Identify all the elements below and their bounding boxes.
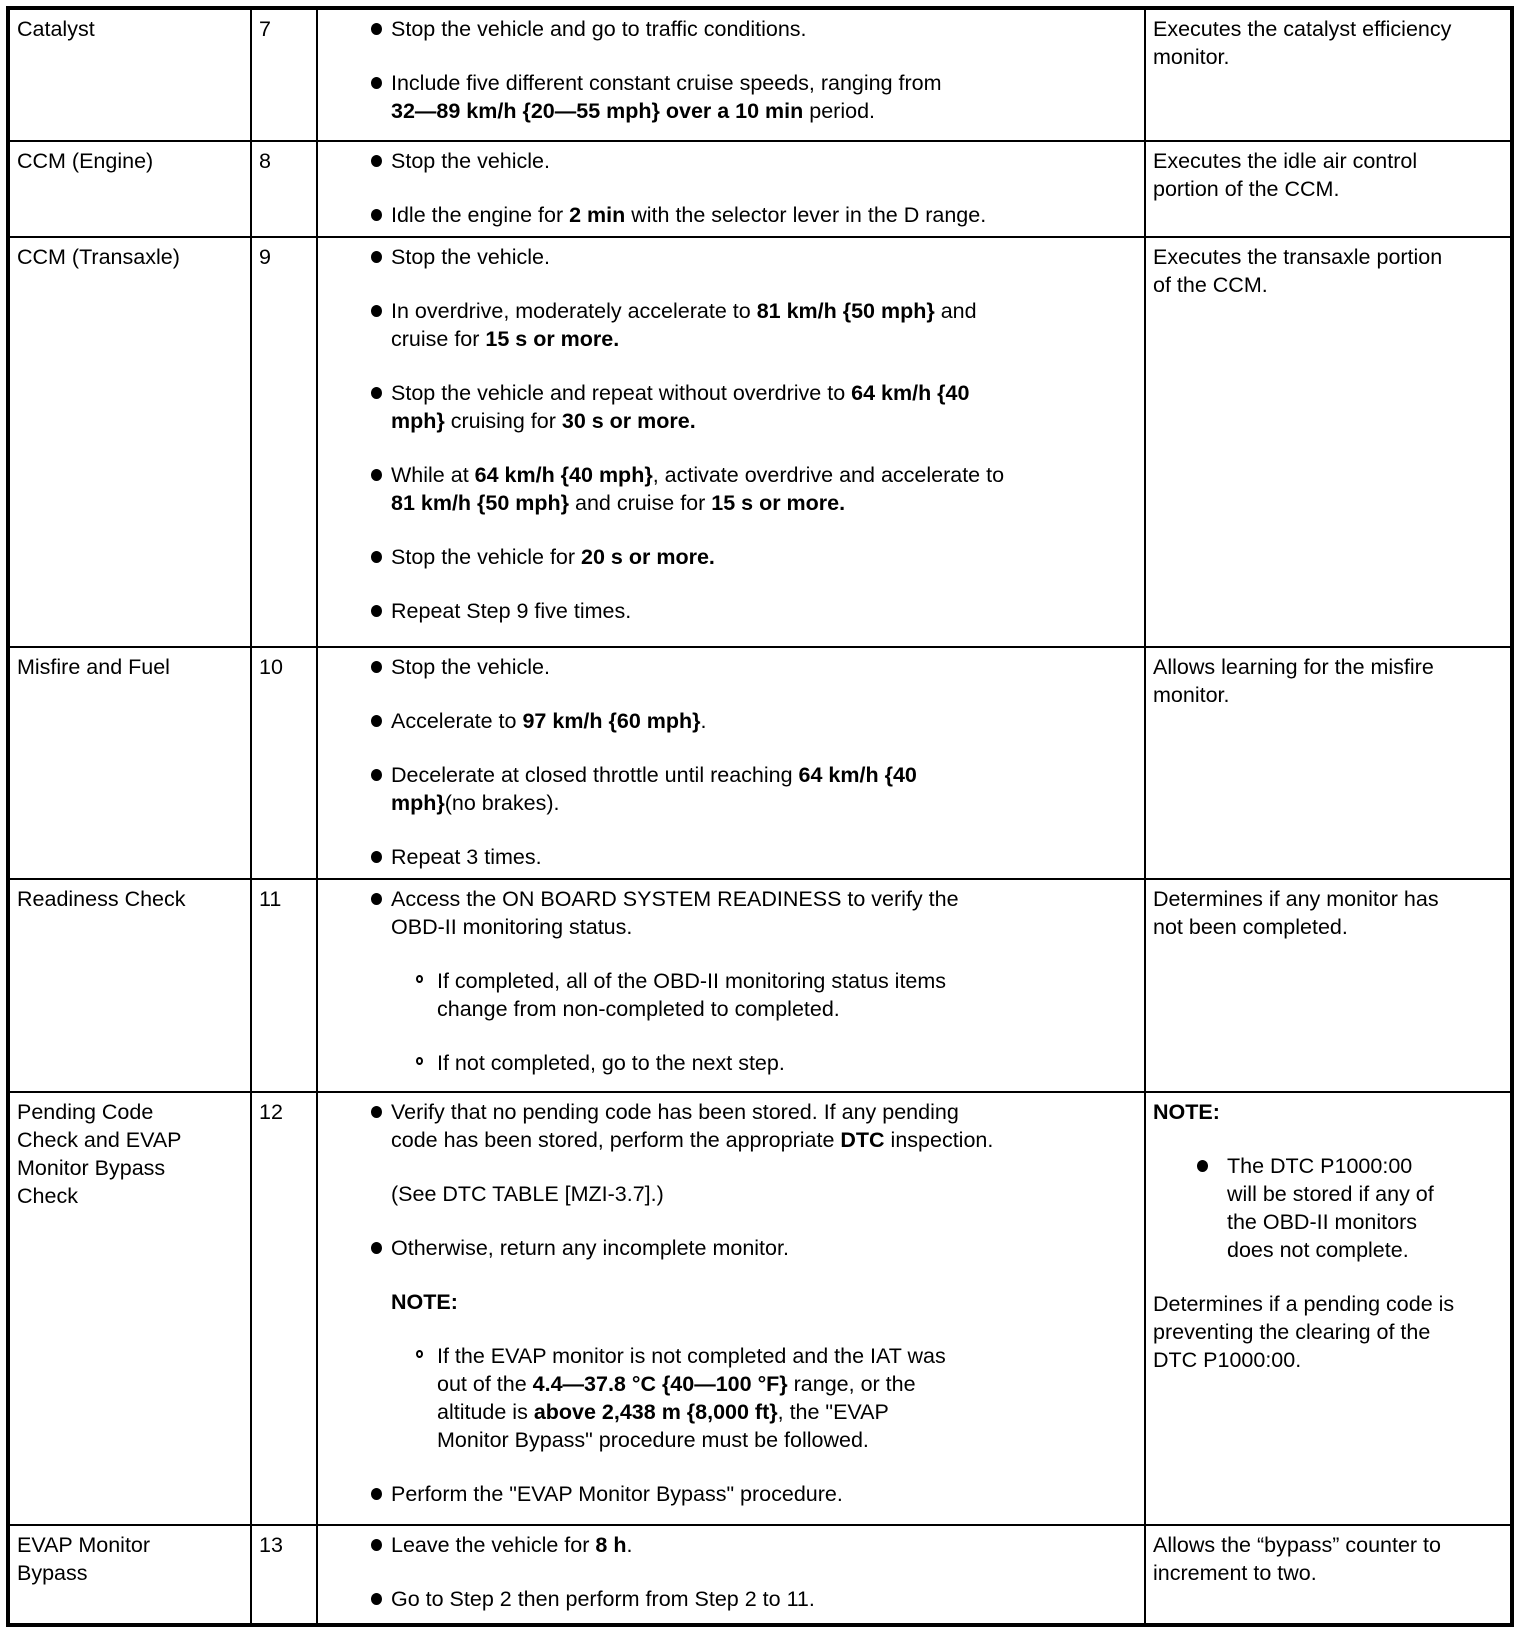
procedure-text: Idle the engine for 2 min with the selector lever in the D range.	[391, 203, 987, 227]
step-cell	[250, 1526, 316, 1623]
procedure-item	[325, 379, 1136, 435]
bullet-icon	[371, 209, 382, 221]
procedure-text: Verify that no pending code has been stored. If any pending code has been stored, perform the appropriate DTC inspection.	[391, 1100, 994, 1152]
description-cell	[1144, 142, 1510, 236]
procedure-item	[325, 843, 1136, 871]
description-text: Allows the “bypass” counter to increment to two.	[1153, 1533, 1441, 1585]
description-text: NOTE:	[1153, 1100, 1220, 1124]
monitor-cell	[10, 10, 250, 140]
description-text: The DTC P1000:00 will be stored if any of the OBD-II monitors does not complete.	[1227, 1154, 1434, 1262]
monitor-cell	[10, 880, 250, 1091]
description-cell	[1144, 880, 1510, 1091]
monitor-name: Misfire and Fuel	[17, 655, 170, 679]
bullet-icon	[371, 715, 382, 727]
bullet-icon	[371, 661, 382, 673]
procedure-text: Otherwise, return any incomplete monitor.	[391, 1236, 789, 1260]
description-text: Allows learning for the misfire monitor.	[1153, 655, 1434, 707]
circle-bullet-icon	[416, 1057, 423, 1065]
description-text: Executes the catalyst efficiency monitor.	[1153, 17, 1452, 69]
table-row	[10, 236, 1510, 646]
procedure-text: Go to Step 2 then perform from Step 2 to 11.	[391, 1587, 815, 1611]
procedure-item	[325, 967, 1136, 1023]
procedure-item	[325, 543, 1136, 571]
procedure-text: Stop the vehicle and repeat without overdrive to 64 km/h {40 mph} cruising for 30 s or more.	[391, 381, 970, 433]
bullet-icon	[371, 1593, 382, 1605]
step-cell	[250, 880, 316, 1091]
bullet-icon	[371, 77, 382, 89]
procedure-cell	[316, 238, 1144, 646]
description-cell	[1144, 1093, 1510, 1524]
procedure-item	[325, 1480, 1136, 1508]
bullet-icon	[1197, 1160, 1208, 1172]
description-text: Determines if a pending code is preventing the clearing of the DTC P1000:00.	[1153, 1292, 1455, 1372]
procedure-cell	[316, 1093, 1144, 1524]
procedure-item	[325, 15, 1136, 43]
bullet-icon	[371, 469, 382, 481]
step-number: 7	[259, 17, 271, 41]
procedure-item	[325, 597, 1136, 625]
procedure-item	[325, 201, 1136, 229]
procedure-item	[325, 1342, 1136, 1454]
procedure-text: Decelerate at closed throttle until reaching 64 km/h {40 mph}(no brakes).	[391, 763, 917, 815]
bullet-icon	[371, 605, 382, 617]
step-number: 11	[259, 887, 282, 911]
procedure-text: Stop the vehicle for 20 s or more.	[391, 545, 715, 569]
procedure-cell	[316, 10, 1144, 140]
table-row	[10, 140, 1510, 236]
step-cell	[250, 10, 316, 140]
procedure-item	[325, 1098, 1136, 1154]
monitor-cell	[10, 1526, 250, 1623]
table-row	[10, 1091, 1510, 1524]
step-number: 13	[259, 1533, 283, 1557]
bullet-icon	[371, 769, 382, 781]
bullet-icon	[371, 251, 382, 263]
description-cell	[1144, 238, 1510, 646]
monitor-name: CCM (Transaxle)	[17, 245, 180, 269]
step-cell	[250, 142, 316, 236]
step-cell	[250, 238, 316, 646]
bullet-icon	[371, 1539, 382, 1551]
procedure-item	[325, 297, 1136, 353]
bullet-icon	[371, 1488, 382, 1500]
procedure-text: Access the ON BOARD SYSTEM READINESS to verify the OBD-II monitoring status.	[391, 887, 959, 939]
procedure-text: Stop the vehicle.	[391, 149, 550, 173]
table-row	[10, 1524, 1510, 1623]
bullet-icon	[371, 1242, 382, 1254]
procedure-text: Leave the vehicle for 8 h.	[391, 1533, 633, 1557]
procedure-text: If completed, all of the OBD-II monitoring status items change from non-completed to completed.	[437, 969, 947, 1021]
description-item	[1153, 653, 1502, 709]
procedure-item	[325, 1234, 1136, 1262]
description-item	[1153, 1531, 1502, 1587]
table-row	[10, 10, 1510, 140]
procedure-table	[6, 6, 1514, 1627]
procedure-cell	[316, 880, 1144, 1091]
bullet-icon	[371, 893, 382, 905]
monitor-name: Readiness Check	[17, 887, 186, 911]
description-item	[1153, 1290, 1502, 1374]
procedure-item	[391, 1180, 1136, 1208]
procedure-text: If the EVAP monitor is not completed and the IAT was out of the 4.4—37.8 °C {40—100 °F} range, or the altitude is above 2,438 m {8,000 ft}, the "EVAP Monitor Bypass" procedure must be followed.	[437, 1344, 946, 1452]
bullet-icon	[371, 387, 382, 399]
description-text: Determines if any monitor has not been completed.	[1153, 887, 1439, 939]
description-item	[1153, 147, 1502, 203]
procedure-text: Stop the vehicle and go to traffic conditions.	[391, 17, 807, 41]
monitor-name: Catalyst	[17, 17, 95, 41]
monitor-cell	[10, 1093, 250, 1524]
procedure-item	[325, 69, 1136, 125]
bullet-icon	[371, 155, 382, 167]
description-cell	[1144, 1526, 1510, 1623]
monitor-cell	[10, 238, 250, 646]
description-text: Executes the transaxle portion of the CCM.	[1153, 245, 1443, 297]
step-number: 8	[259, 149, 271, 173]
description-item	[1153, 1152, 1502, 1264]
monitor-name: Pending Code Check and EVAP Monitor Bypass Check	[17, 1100, 182, 1208]
step-number: 9	[259, 245, 271, 269]
procedure-text: Stop the vehicle.	[391, 245, 550, 269]
procedure-text: Include five different constant cruise speeds, ranging from 32—89 km/h {20—55 mph} over a 10 min period.	[391, 71, 942, 123]
procedure-cell	[316, 142, 1144, 236]
table-row	[10, 878, 1510, 1091]
procedure-cell	[316, 1526, 1144, 1623]
monitor-name: CCM (Engine)	[17, 149, 154, 173]
description-cell	[1144, 648, 1510, 878]
procedure-text: Stop the vehicle.	[391, 655, 550, 679]
bullet-icon	[371, 551, 382, 563]
description-item	[1153, 885, 1502, 941]
bullet-icon	[371, 851, 382, 863]
procedure-item	[325, 1049, 1136, 1077]
description-item	[1153, 243, 1502, 299]
procedure-text: Repeat Step 9 five times.	[391, 599, 632, 623]
circle-bullet-icon	[416, 975, 423, 983]
procedure-item	[325, 461, 1136, 517]
description-item	[1153, 15, 1502, 71]
step-cell	[250, 648, 316, 878]
procedure-item	[325, 885, 1136, 941]
monitor-name: EVAP Monitor Bypass	[17, 1533, 151, 1585]
bullet-icon	[371, 23, 382, 35]
procedure-text: If not completed, go to the next step.	[437, 1051, 785, 1075]
bullet-icon	[371, 1106, 382, 1118]
procedure-item	[325, 1585, 1136, 1613]
description-text: Executes the idle air control portion of the CCM.	[1153, 149, 1418, 201]
procedure-item	[391, 1288, 1136, 1316]
procedure-item	[325, 147, 1136, 175]
procedure-text: NOTE:	[391, 1290, 458, 1314]
procedure-item	[325, 1531, 1136, 1559]
procedure-item	[325, 243, 1136, 271]
procedure-item	[325, 761, 1136, 817]
description-item	[1153, 1098, 1502, 1126]
procedure-text: Repeat 3 times.	[391, 845, 542, 869]
step-number: 10	[259, 655, 283, 679]
bullet-icon	[371, 305, 382, 317]
monitor-cell	[10, 648, 250, 878]
procedure-item	[325, 653, 1136, 681]
monitor-cell	[10, 142, 250, 236]
procedure-text: In overdrive, moderately accelerate to 81 km/h {50 mph} and cruise for 15 s or more.	[391, 299, 977, 351]
circle-bullet-icon	[416, 1350, 423, 1358]
step-number: 12	[259, 1100, 283, 1124]
procedure-item	[325, 707, 1136, 735]
procedure-text: Accelerate to 97 km/h {60 mph}.	[391, 709, 707, 733]
table-row	[10, 646, 1510, 878]
procedure-cell	[316, 648, 1144, 878]
procedure-text: Perform the "EVAP Monitor Bypass" procedure.	[391, 1482, 843, 1506]
procedure-text: While at 64 km/h {40 mph}, activate overdrive and accelerate to 81 km/h {50 mph} and cruise for 15 s or more.	[391, 463, 1005, 515]
procedure-text: (See DTC TABLE [MZI-3.7].)	[391, 1182, 664, 1206]
step-cell	[250, 1093, 316, 1524]
description-cell	[1144, 10, 1510, 140]
